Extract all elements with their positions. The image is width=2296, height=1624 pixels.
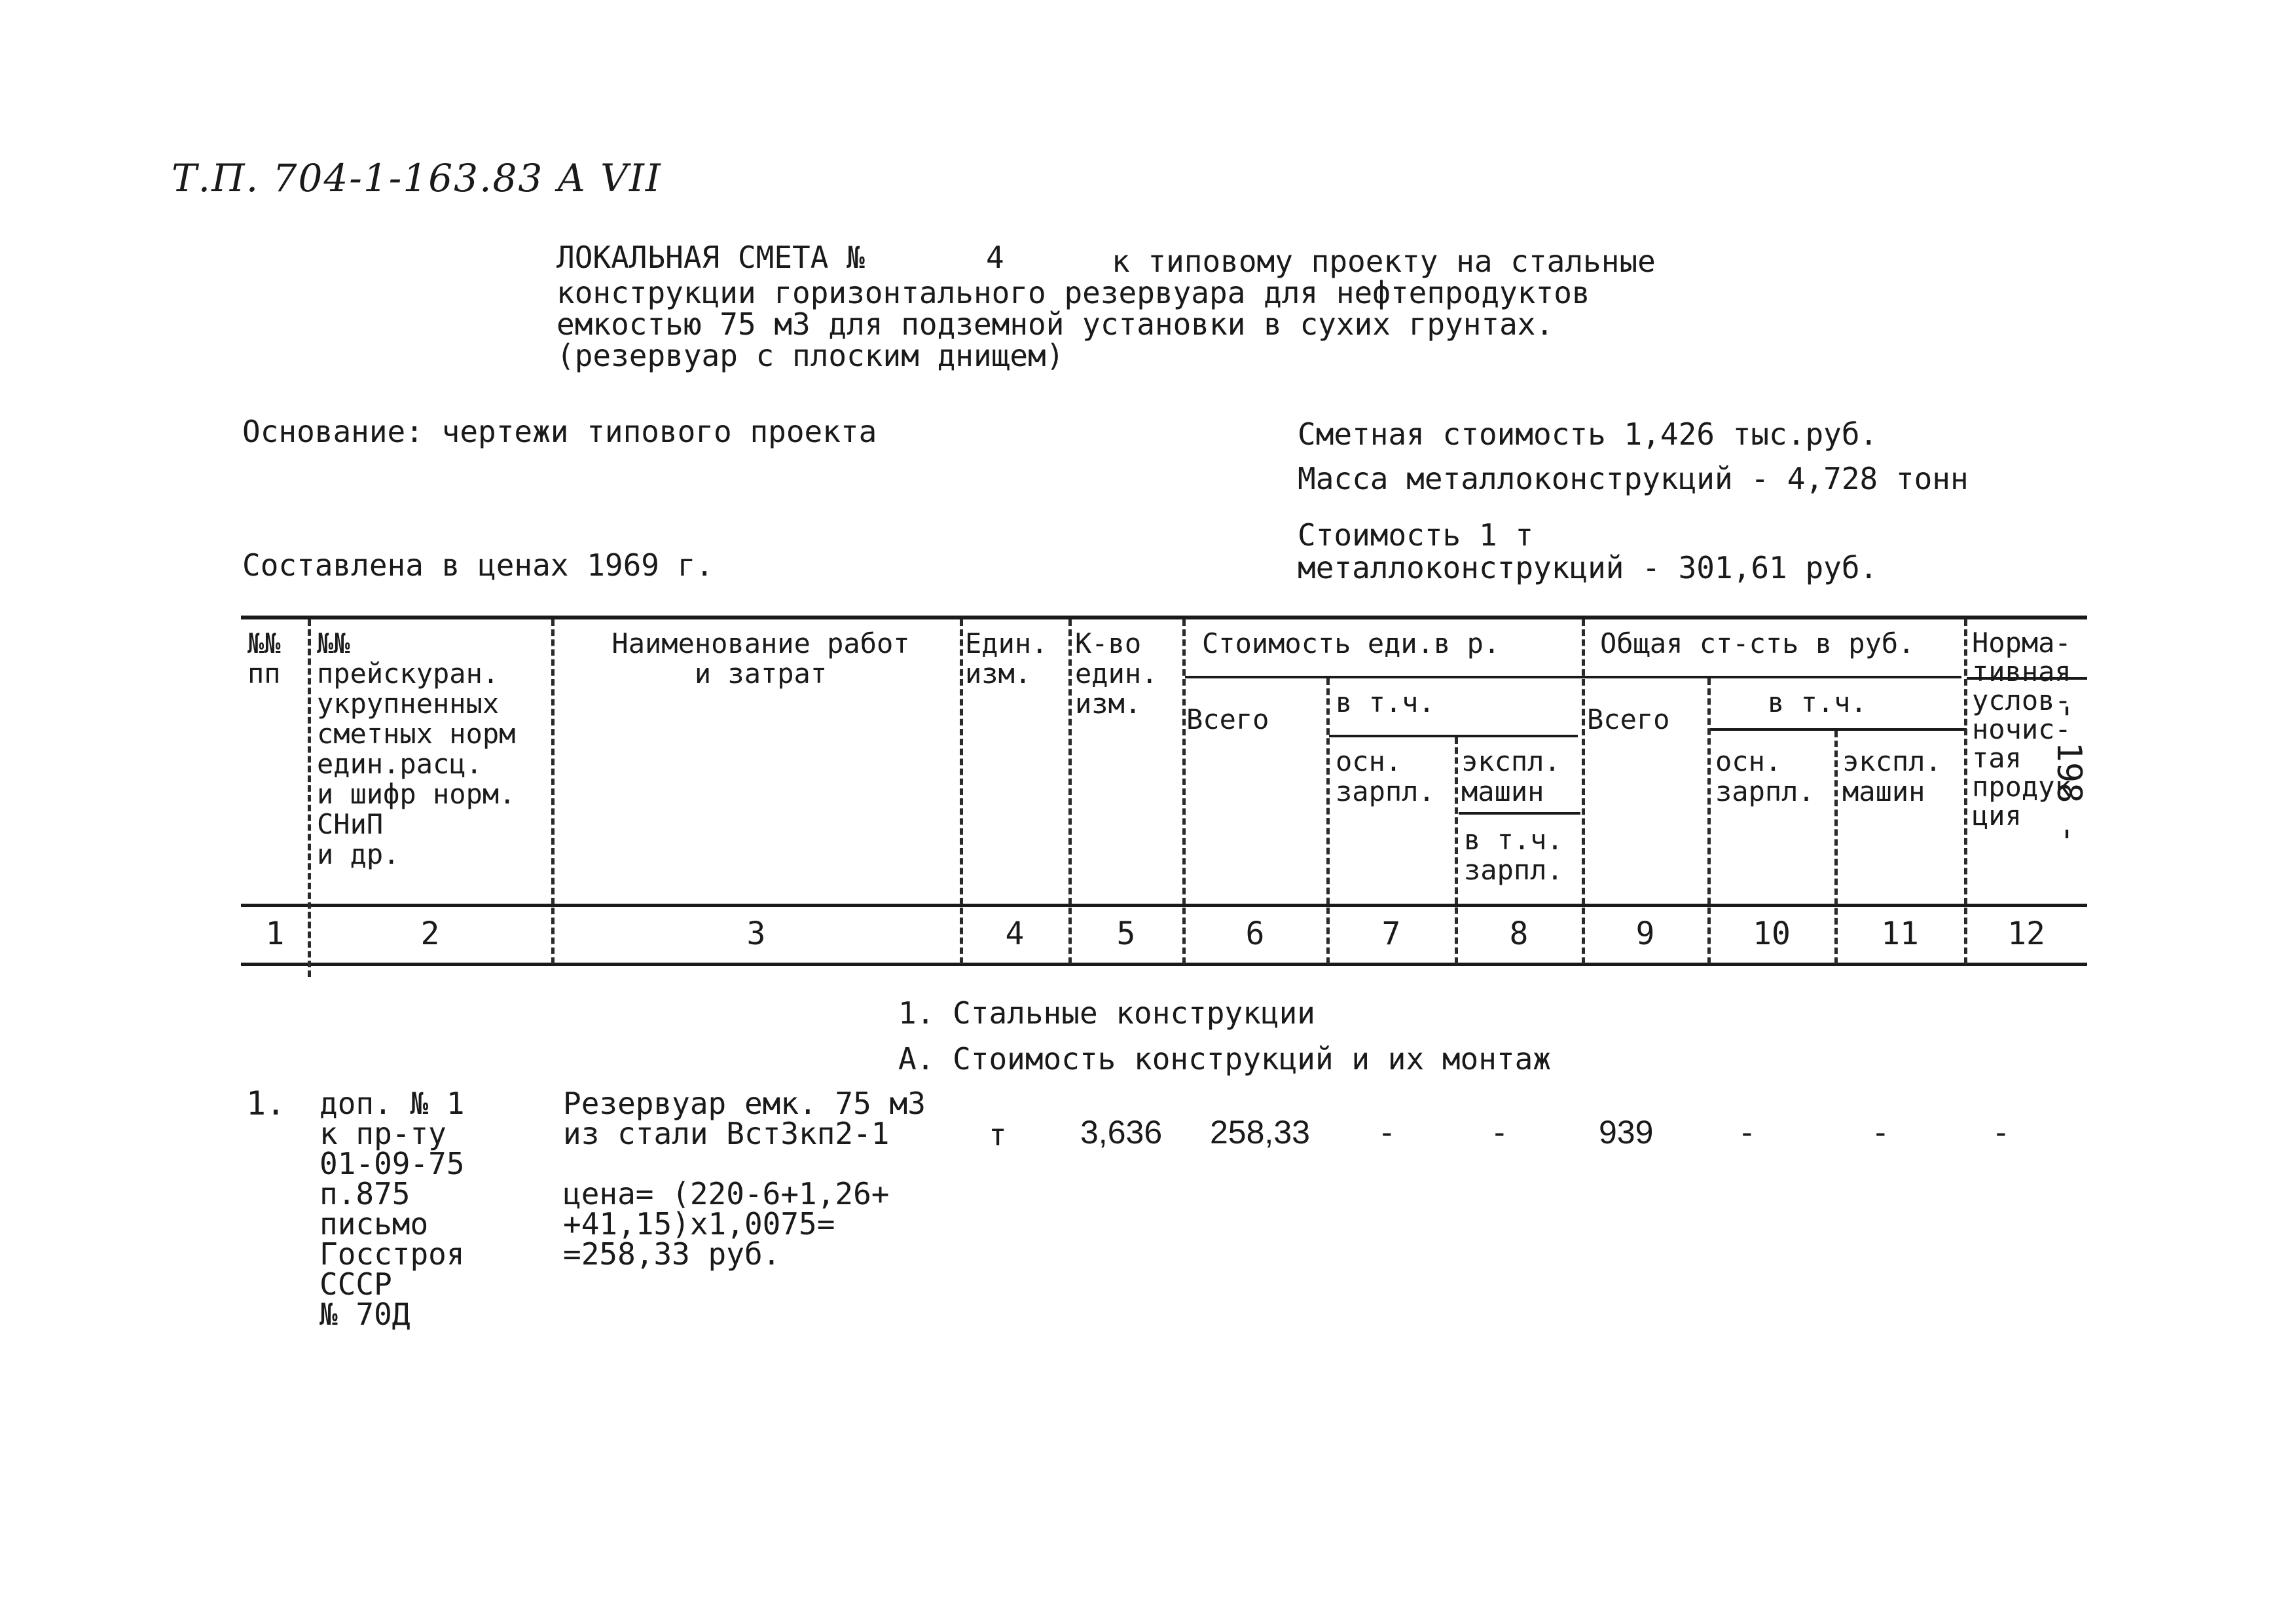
header-unit-wage: осн. зарпл. (1336, 745, 1435, 807)
title-label: ЛОКАЛЬНАЯ СМЕТА № (556, 240, 865, 275)
header-col1: №№ пп (247, 627, 281, 690)
col-divider-4 (1068, 619, 1072, 964)
table-top-rule (241, 616, 2087, 619)
header-total-mach: экспл. машин (1842, 745, 1942, 807)
estimate-cost-text: Сметная стоимость 1,426 тыс.руб. (1298, 416, 1878, 452)
header-unit-mach-incl: в т.ч. зарпл. (1464, 824, 1563, 886)
document-code: Т.П. 704-1-163.83 А VII (172, 156, 662, 200)
colnum-11: 11 (1881, 915, 1919, 952)
row-unit-total: 258,33 (1210, 1114, 1310, 1151)
row-number: 1. (246, 1084, 286, 1122)
col-divider-3 (960, 619, 963, 964)
row-norm: - (1995, 1114, 2007, 1151)
colnum-6: 6 (1245, 915, 1265, 952)
rule-colnum-bottom (241, 963, 2087, 966)
header-unit-total: Всего (1186, 703, 1269, 735)
header-total-incl: в т.ч. (1768, 686, 1867, 718)
header-total-total: Всего (1587, 703, 1670, 735)
subsection-heading: А. Стоимость конструкций и их монтаж (898, 1041, 1551, 1077)
basis-text: Основание: чертежи типового проекта (242, 414, 877, 449)
header-unit-incl: в т.ч. (1336, 686, 1435, 718)
rule-total-incl (1710, 728, 1967, 731)
colnum-4: 4 (1005, 915, 1025, 952)
page-number: - 198 - (2049, 701, 2088, 845)
title-line2: конструкции горизонтального резервуара для нефтепродуктов (556, 275, 1590, 310)
colnum-5: 5 (1116, 915, 1136, 952)
estimate-number: 4 (986, 240, 1004, 275)
row-total-mach: - (1875, 1114, 1886, 1151)
row-unit: т (989, 1117, 1007, 1153)
rule-total-cost-group (1582, 676, 1961, 678)
header-col3: Наименование работ и затрат (611, 627, 910, 690)
col-divider-5 (1182, 619, 1186, 964)
rule-header-bottom (241, 904, 2087, 907)
rule-unit-cost-group (1185, 676, 1591, 678)
row-total-wage: - (1741, 1114, 1753, 1151)
colnum-3: 3 (746, 915, 766, 952)
unit-cost-line1: Стоимость 1 т (1298, 517, 1534, 553)
header-unit-mach: экспл. машин (1461, 745, 1561, 807)
title-line3: емкостью 75 м3 для подземной установки в сухих грунтах. (556, 306, 1554, 342)
row-total: 939 (1599, 1114, 1654, 1151)
colnum-12: 12 (2007, 915, 2045, 952)
header-col5: К-во един. изм. (1075, 627, 1158, 720)
header-total-cost: Общая ст-сть в руб. (1600, 627, 1915, 659)
colnum-9: 9 (1635, 915, 1655, 952)
row-unit-wage: - (1381, 1114, 1393, 1151)
col-divider-2 (551, 619, 555, 964)
title-line4: (резервуар с плоским днищем) (556, 338, 1065, 373)
row-qty: 3,636 (1080, 1114, 1163, 1151)
colnum-8: 8 (1509, 915, 1529, 952)
header-col4: Един. изм. (965, 627, 1048, 690)
col-divider-8 (1582, 619, 1585, 964)
colnum-1: 1 (265, 915, 285, 952)
title-line1-rest: к типовому проекту на стальные (1112, 244, 1656, 279)
colnum-2: 2 (420, 915, 440, 952)
unit-cost-line2: металлоконструкций - 301,61 руб. (1298, 550, 1878, 585)
prices-text: Составлена в ценах 1969 г. (242, 547, 714, 583)
header-unit-cost: Стоимость еди.в р. (1202, 627, 1501, 659)
header-col2: №№ прейскуран. укрупненных сметных норм един.расц. и шифр норм. СНиП и др. (317, 627, 516, 870)
row-name: Резервуар емк. 75 м3 из стали ВстЗкп2-1 цена= (220-6+1,26+ +41,15)х1,0075= =258,33 руб. (563, 1086, 926, 1272)
header-col12: Норма- тивная услов- ночис- тая продук ция (1972, 627, 2071, 832)
mass-text: Масса металлоконструкций - 4,728 тонн (1298, 461, 1969, 496)
colnum-7: 7 (1381, 915, 1401, 952)
header-total-wage: осн. зарпл. (1715, 745, 1815, 807)
colnum-10: 10 (1753, 915, 1791, 952)
section-heading: 1. Стальные конструкции (898, 995, 1315, 1031)
rule-unit-incl (1329, 735, 1578, 737)
col-divider-11 (1964, 619, 1967, 964)
rule-mach-underline (1459, 812, 1580, 815)
row-code: доп. № 1 к пр-ту 01-09-75 п.875 письмо Госстроя СССР № 70Д (319, 1086, 465, 1332)
row-unit-mach: - (1494, 1114, 1505, 1151)
